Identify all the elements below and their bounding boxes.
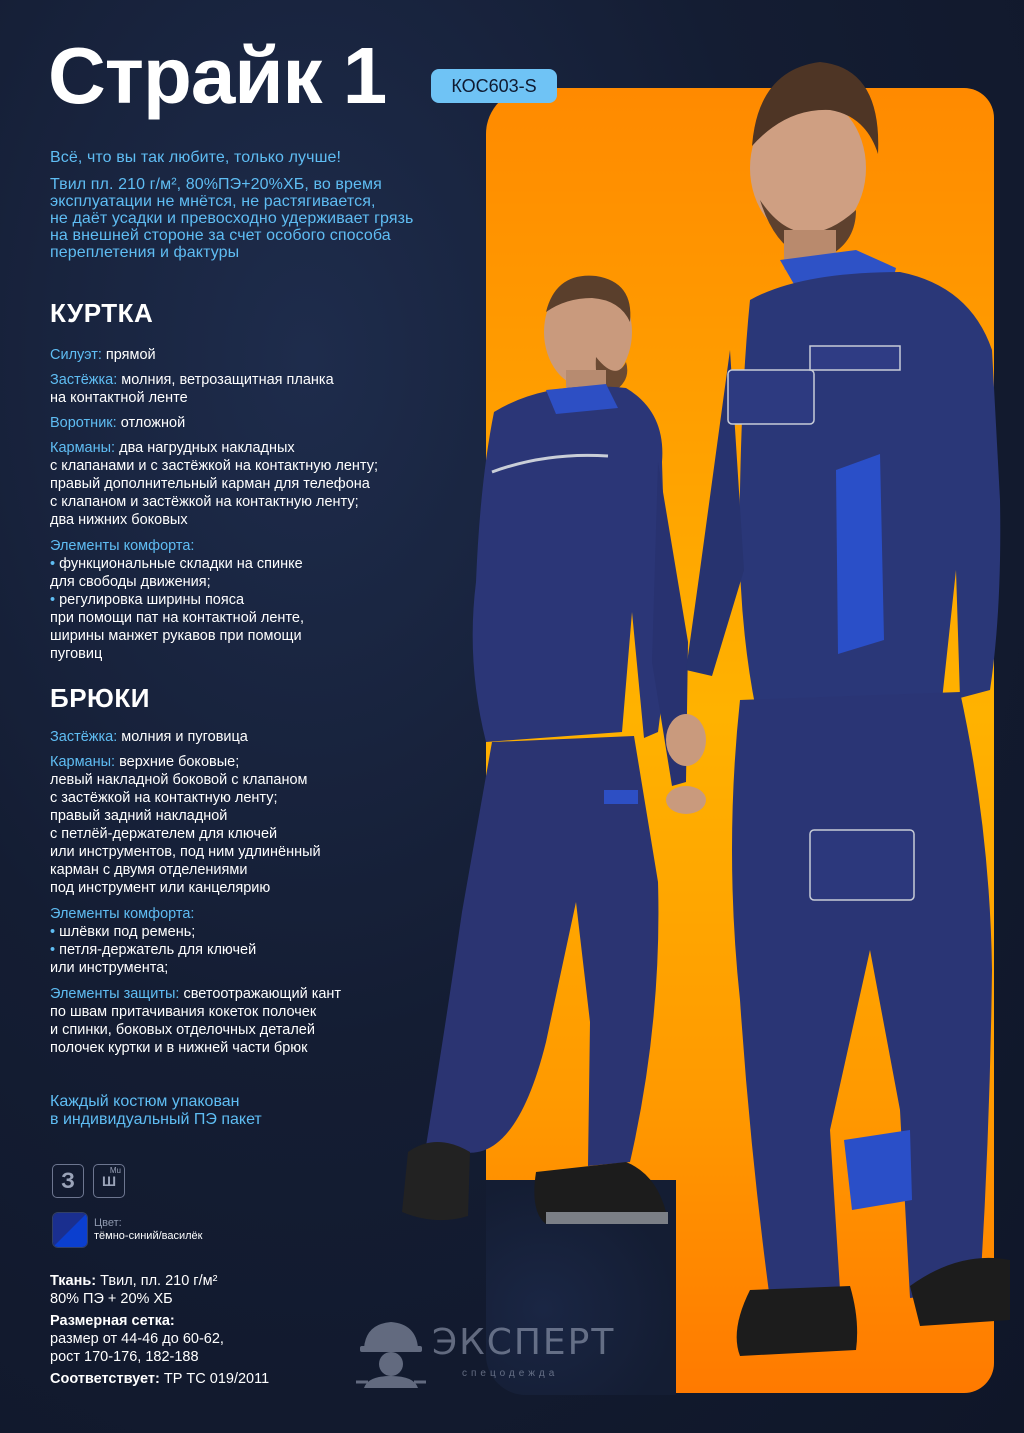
spec-value: молния и пуговица: [121, 729, 248, 745]
spec-label: Карманы:: [50, 440, 116, 456]
protection-z-icon: [52, 1164, 84, 1198]
spec-label: Воротник:: [50, 415, 117, 431]
protection-mu-icon: [93, 1164, 125, 1198]
spec-label: Силуэт:: [50, 347, 102, 363]
spec-value: правый задний накладной: [50, 808, 228, 824]
spec-value: с клапаном и застёжкой на контактную ленту;: [50, 494, 359, 510]
footer-height-range: рост 170-176, 182-188: [50, 1349, 199, 1365]
footer-value: ТР ТС 019/2011: [163, 1371, 270, 1387]
color-swatch-icon: [53, 1213, 87, 1247]
spec-value: верхние боковые;: [119, 754, 240, 770]
spec-value: светоотражающий кант: [183, 986, 342, 1002]
spec-value: на контактной ленте: [50, 390, 188, 406]
spec-value: петля-держатель для ключей: [59, 942, 257, 958]
spec-label: Элементы комфорта:: [50, 538, 195, 554]
footer-fabric-composition: 80% ПЭ + 20% ХБ: [50, 1291, 173, 1307]
footer-size-range: размер от 44-46 до 60-62,: [50, 1331, 224, 1347]
color-value: тёмно-синий/василёк: [94, 1230, 203, 1242]
spec-value: и спинки, боковых отделочных деталей: [50, 1022, 315, 1038]
brand-name: ЭКСПЕРТ: [432, 1322, 616, 1363]
spec-value: правый дополнительный карман для телефона: [50, 476, 370, 492]
pants-protection: [50, 985, 470, 1057]
brand-logo: [354, 1318, 624, 1388]
model-front-view-image: [660, 50, 1010, 1370]
footer-label: Размерная сетка:: [50, 1313, 175, 1329]
spec-value: функциональные складки на спинке: [59, 556, 303, 572]
jacket-collar: [50, 414, 470, 432]
spec-value: или инструментов, под ним удлинённый: [50, 844, 321, 860]
spec-value: отложной: [120, 415, 186, 431]
packaging-note: [50, 1093, 370, 1129]
spec-value: или инструмента;: [50, 960, 169, 976]
spec-value: левый накладной боковой с клапаном: [50, 772, 308, 788]
worker-helmet-icon: [354, 1318, 428, 1388]
jacket-silhouette: [50, 346, 470, 364]
footer-value: Твил, пл. 210 г/м²: [100, 1273, 218, 1289]
spec-label: Застёжка:: [50, 729, 118, 745]
fabric-description-line: на внешней стороне за счет особого способа: [50, 227, 391, 244]
fabric-description-line: не даёт усадки и превосходно удерживает грязь: [50, 210, 414, 227]
pants-comfort: [50, 905, 470, 977]
jacket-fastener: [50, 371, 470, 407]
fabric-description: [50, 176, 510, 261]
footer-fabric: [50, 1272, 217, 1290]
jacket-heading: КУРТКА: [50, 298, 154, 328]
spec-value: пуговиц: [50, 646, 103, 662]
packaging-line: Каждый костюм упакован: [50, 1093, 240, 1110]
protection-mu-label: Ш: [101, 1173, 117, 1189]
bullet: •: [50, 556, 56, 572]
footer-label: Ткань:: [50, 1273, 97, 1289]
spec-value: полочек куртки и в нижней части брюк: [50, 1040, 308, 1056]
footer-label: Соответствует:: [50, 1371, 160, 1387]
spec-value: ширины манжет рукавов при помощи: [50, 628, 302, 644]
spec-label: Карманы:: [50, 754, 116, 770]
spec-value: с петлёй-держателем для ключей: [50, 826, 278, 842]
packaging-line: в индивидуальный ПЭ пакет: [50, 1111, 262, 1128]
spec-value: с застёжкой на контактную ленту;: [50, 790, 278, 806]
product-title: Страйк 1: [48, 31, 387, 120]
color-label: Цвет:: [94, 1217, 122, 1229]
spec-label: Элементы комфорта:: [50, 906, 195, 922]
protection-z-label: З: [61, 1168, 75, 1193]
slogan: Всё, что вы так любите, только лучше!: [50, 149, 342, 166]
spec-value: с клапанами и с застёжкой на контактную ленту;: [50, 458, 379, 474]
spec-value: молния, ветрозащитная планка: [121, 372, 334, 388]
spec-label: Застёжка:: [50, 372, 118, 388]
pants-pockets: [50, 753, 470, 897]
bullet: •: [50, 924, 56, 940]
bullet: •: [50, 942, 56, 958]
brand-subtitle: спецодежда: [462, 1368, 559, 1379]
color-swatch: [52, 1212, 88, 1248]
spec-value: по швам притачивания кокеток полочек: [50, 1004, 317, 1020]
jacket-pockets: [50, 439, 470, 529]
footer-size-label: [50, 1312, 175, 1330]
spec-value: карман с двумя отделениями: [50, 862, 248, 878]
spec-label: Элементы защиты:: [50, 986, 180, 1002]
product-code-badge: КОС603-S: [431, 69, 557, 103]
spec-value: два нагрудных накладных: [119, 440, 295, 456]
spec-value: при помощи пат на контактной ленте,: [50, 610, 304, 626]
spec-value: для свободы движения;: [50, 574, 211, 590]
fabric-description-line: эксплуатации не мнётся, не растягивается,: [50, 193, 376, 210]
spec-value: регулировка ширины пояса: [59, 592, 245, 608]
footer-conformity: [50, 1370, 269, 1388]
spec-value: под инструмент или канцелярию: [50, 880, 271, 896]
fabric-description-line: переплетения и фактуры: [50, 244, 240, 261]
pants-heading: БРЮКИ: [50, 683, 150, 713]
spec-value: шлёвки под ремень;: [59, 924, 196, 940]
pants-fastener: [50, 728, 470, 746]
bullet: •: [50, 592, 56, 608]
fabric-description-line: Твил пл. 210 г/м², 80%ПЭ+20%ХБ, во время: [50, 176, 382, 193]
jacket-comfort: [50, 537, 470, 663]
spec-value: два нижних боковых: [50, 512, 188, 528]
protection-mu-sup: Mu: [109, 1166, 121, 1175]
spec-value: прямой: [105, 347, 156, 363]
